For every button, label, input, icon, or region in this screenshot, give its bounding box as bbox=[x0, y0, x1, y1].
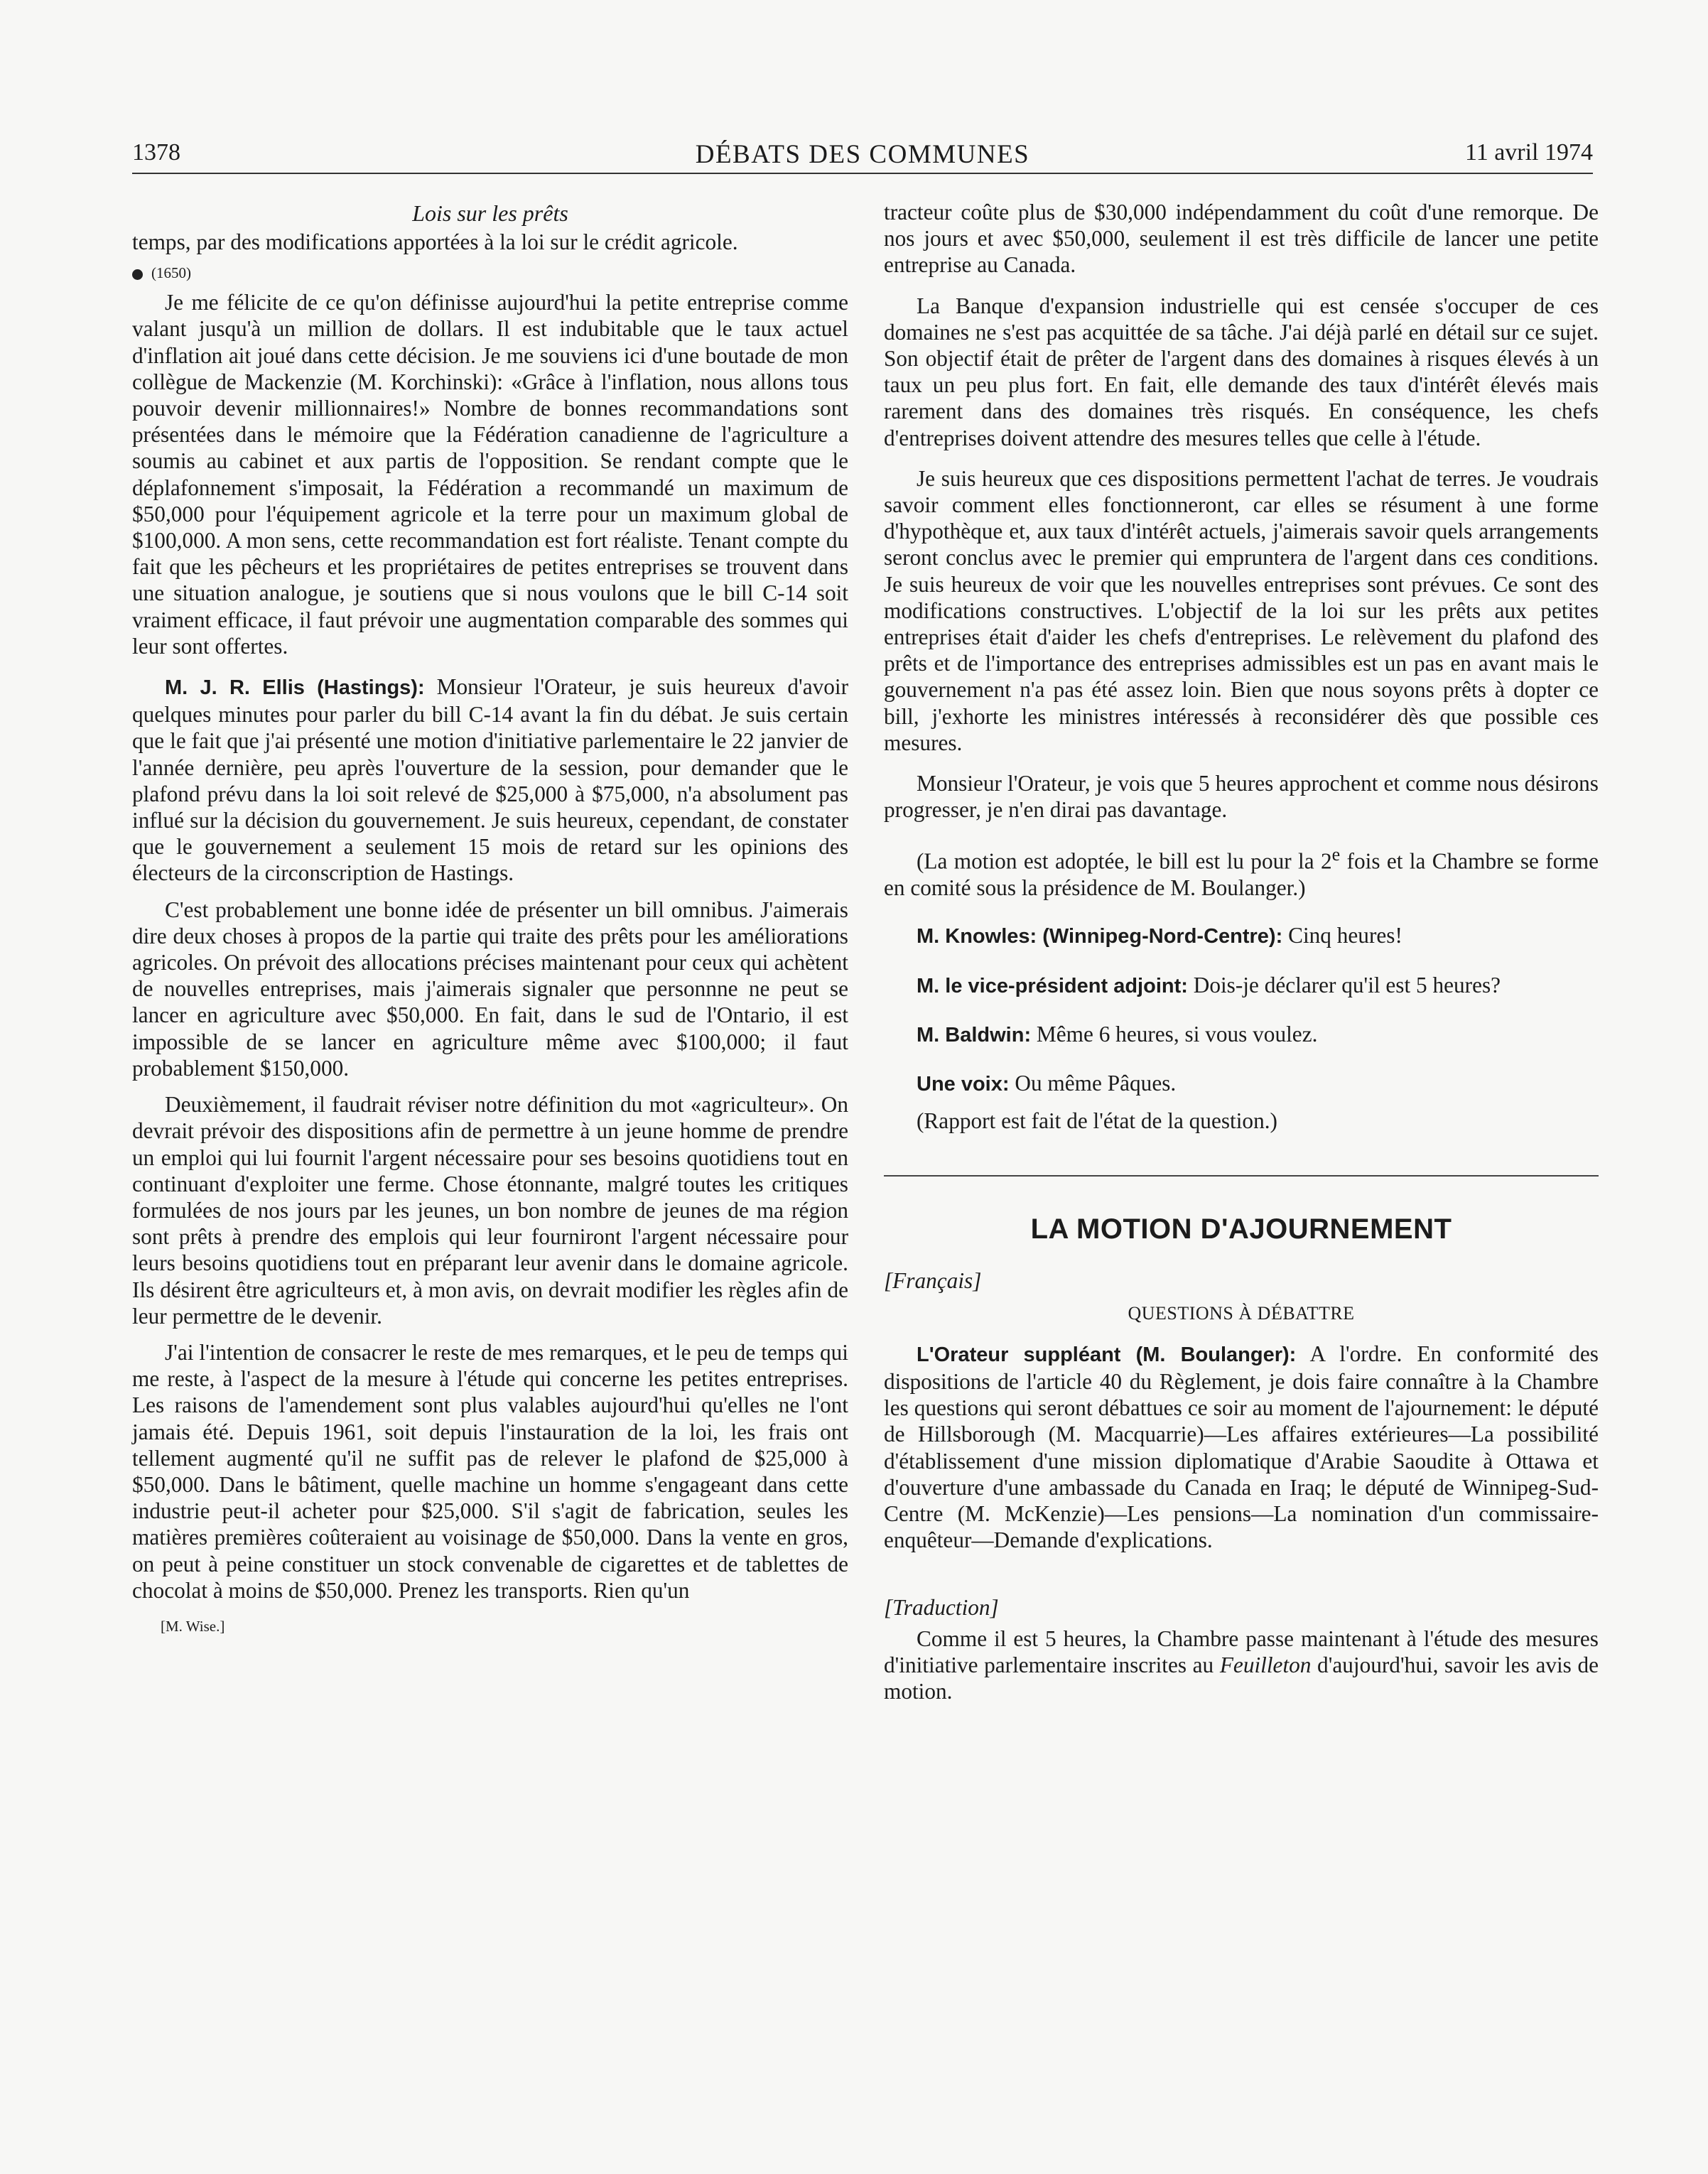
speech-text: Monsieur l'Orateur, je suis heureux d'avoir quelques minutes pour parler du bill C-14 avant la fin du débat. Je suis certain que le fait que j'ai présenté une motion d'initiative parlementaire le 22 janvier de l'année dernière, peu après l'ouverture de la session, pour demander que le plafond prévu dans la loi soit relevé de $25,000 à $75,000, n'a absolument pas influé sur la décision du gouvernement. Je suis heureux, cependant, de constater que le gouvernement a seulement 15 mois de retard sur les opinions des électeurs de la circonscription de Hastings. bbox=[132, 674, 848, 886]
speech-text: Même 6 heures, si vous voulez. bbox=[1031, 1021, 1318, 1047]
paragraph-text: d'aujourd'hui, savoir les avis de motion. bbox=[884, 1652, 1599, 1704]
bullet-icon bbox=[132, 269, 143, 280]
running-head: Lois sur les prêts bbox=[412, 200, 568, 226]
paragraph: La Banque d'expansion industrielle qui est censée s'occuper de ces domaines ne s'est pas acquittée de sa tâche. J'ai déjà parlé en détail sur ce sujet. Son objectif était de prêter de l'argent dans des domaines à risques élevés à un taux un peu plus fort. En fait, elle demande des taux d'intérêt élevés mais rarement dans des domaines très risqués. En conséquence, les chefs d'entreprises doivent attendre des mesures telles que celle à l'étude. bbox=[884, 293, 1599, 450]
italic-term: Feuilleton bbox=[1219, 1652, 1312, 1677]
speaker-name: L'Orateur suppléant (M. Boulanger): bbox=[917, 1343, 1297, 1366]
publication-title: DÉBATS DES COMMUNES bbox=[695, 140, 1030, 169]
paragraph bbox=[884, 1626, 1599, 1705]
procedural-note bbox=[884, 841, 1599, 901]
speaker-name: M. le vice-président adjoint: bbox=[917, 974, 1188, 997]
right-column bbox=[884, 199, 1599, 1704]
paragraph: Je me félicite de ce qu'on définisse aujourd'hui la petite entreprise comme valant jusqu'à un million de dollars. Il est indubitable que le taux actuel d'inflation ait joué dans cette décision. Je me souviens ici d'une boutade de mon collègue de Mackenzie (M. Korchinski): «Grâce à l'inflation, nous allons tous pouvoir devenir millionnaires!» Nombre de bonnes recommandations sont présentées dans le mémoire que la Fédération canadienne de l'agriculture a soumis au cabinet et aux partis de l'opposition. Se rendant compte que le déplafonnement s'imposait, la Fédération a recommandé un maximum de $50,000 pour l'équipement agricole et la terre pour un maximum global de $100,000. A mon sens, cette recommandation est fort réaliste. Tenant compte du fait que les pêcheurs et les propriétaires de petites entreprises se trouvent dans une situation analogue, je soutiens que si nous voulons que le bill C-14 soit vraiment efficace, il faut prévoir une augmentation comparable des sommes qui leur sont offertes. bbox=[132, 290, 848, 659]
page-number: 1378 bbox=[132, 139, 180, 166]
speech-paragraph bbox=[132, 674, 848, 887]
section-heading: LA MOTION D'AJOURNEMENT bbox=[1030, 1213, 1452, 1245]
note-text: fois et la Chambre se forme en comité sous la présidence de M. Boulanger.) bbox=[884, 848, 1599, 901]
paragraph: J'ai l'intention de consacrer le reste de mes remarques, et le peu de temps qui me reste, à l'aspect de la mesure à l'étude qui concerne les petites entreprises. Les raisons de l'amendement sont plus valables aujourd'hui qu'elles ne l'ont jamais été. Depuis 1961, soit depuis l'instauration de la loi, les frais ont tellement augmenté qu'il ne suffit pas de relever le plafond de $25,000 à $50,000. Dans le bâtiment, quelle machine un homme s'engageant dans cette industrie peut-il acheter pour $25,000. S'il s'agit de fabrication, seules les matières premières coûteraient au voisinage de $50,000. Dans la vente en gros, on peut à peine constituer un stock convenable de cigarettes et de tablettes de chocolat à moins de $50,000. Prenez les transports. Rien qu'un bbox=[132, 1339, 848, 1603]
paragraph: temps, par des modifications apportées à la loi sur le crédit agricole. bbox=[132, 229, 738, 254]
paragraph: Je suis heureux que ces dispositions permettent l'achat de terres. Je voudrais savoir comment elles fonctionneront, car elles se résument à une forme d'hypothèque et, aux taux d'intérêt actuels, j'aimerais savoir quels arrangements seront conclus avec le premier qui empruntera de l'argent dans ces conditions. Je suis heureux de voir que les nouvelles entreprises sont prévues. Ce sont des modifications constructives. L'objectif de la loi sur les prêts aux petites entreprises était d'aider les chefs d'entreprises. Le relèvement du plafond des prêts et de l'importance des entreprises admissibles est un pas en avant mais le gouvernement n'a pas été assez loin. Bien que nous soyons prêts à dopter ce bill, j'exhorte les ministres intéressés à reconsidérer dès que possible ces mesures. bbox=[884, 465, 1599, 755]
timestamp-marker bbox=[132, 261, 848, 285]
speaker-name: M. J. R. Ellis (Hastings): bbox=[165, 676, 425, 700]
language-tag: [Traduction] bbox=[884, 1595, 999, 1621]
speaker-attribution: [M. Wise.] bbox=[161, 1617, 225, 1635]
paragraph-text: Comme il est 5 heures, la Chambre passe maintenant à l'étude des mesures d'initiative parlementaire inscrites au bbox=[884, 1626, 1599, 1677]
speaker-name: Une voix: bbox=[917, 1072, 1010, 1096]
speech-paragraph bbox=[884, 972, 1599, 1000]
paragraph: Deuxièmement, il faudrait réviser notre définition du mot «agriculteur». On devrait prévoir des dispositions afin de permettre à un jeune homme de prendre un emploi qui lui fournit l'argent nécessaire pour ses besoins quotidiens tout en continuant d'exploiter une ferme. Chose étonnante, malgré toutes les critiques formulées de nos jours par les jeunes, un bon nombre de jeunes de ma région sont prêts à prendre des emplois qui leur fourniront l'argent nécessaire pour leurs besoins quotidiens tout en préparant leur avenir dans le domaine agricole. Ils désirent être agriculteurs et, à mon avis, on devrait modifier les règles afin de leur permettre de le devenir. bbox=[132, 1092, 848, 1329]
paragraph: C'est probablement une bonne idée de présenter un bill omnibus. J'aimerais dire deux choses à propos de la partie qui traite des prêts pour les améliorations agricoles. On prévoit des allocations précises maintenant pour ceux qui achètent de nouvelles entreprises, mais j'aimerais signaler que personnne ne peut se lancer en agriculture avec $50,000. En fait, dans le sud de l'Ontario, il est impossible de se lancer en agriculture même avec $100,000; il faut probablement $150,000. bbox=[132, 897, 848, 1081]
superscript: e bbox=[1331, 844, 1341, 865]
speech-text: A l'ordre. En conformité des dispositions de l'article 40 du Règlement, je dois faire connaître à la Chambre les questions qui seront débattues ce soir au moment de l'ajournement: le député de Hillsborough (M. Macquarrie)—Les affaires extérieures—La possibilité d'établissement d'une mission diplomatique d'Arabie Saoudite à Ottawa et d'ouverture d'une ambassade du Canada en Iraq; le député de Winnipeg-Sud-Centre (M. McKenzie)—Les pensions—La nomination d'un commissaire-enquêteur—Demande d'explications. bbox=[884, 1341, 1599, 1553]
timestamp: (1650) bbox=[151, 264, 191, 282]
speech-text: Ou même Pâques. bbox=[1009, 1070, 1177, 1096]
speaker-name: M. Knowles: (Winnipeg-Nord-Centre): bbox=[917, 925, 1283, 948]
speech-paragraph bbox=[884, 922, 1599, 950]
speaker-name: M. Baldwin: bbox=[917, 1023, 1032, 1047]
speech-text: Dois-je déclarer qu'il est 5 heures? bbox=[1187, 972, 1501, 997]
speech-paragraph bbox=[884, 1341, 1599, 1554]
paragraph: Monsieur l'Orateur, je vois que 5 heures approchent et comme nous désirons progresser, je n'en dirai pas davantage. bbox=[884, 771, 1599, 823]
section-divider bbox=[884, 1175, 1599, 1177]
speech-paragraph bbox=[884, 1070, 1599, 1098]
issue-date: 11 avril 1974 bbox=[1464, 139, 1593, 166]
paragraph: tracteur coûte plus de $30,000 indépendamment du coût d'une remorque. De nos jours et avec $50,000, seulement il est très difficile de lancer une petite entreprise au Canada. bbox=[884, 200, 1599, 278]
note-text: (La motion est adoptée, le bill est lu pour la 2 bbox=[917, 848, 1332, 874]
subheading: QUESTIONS À DÉBATTRE bbox=[1128, 1302, 1355, 1324]
language-tag: [Français] bbox=[884, 1268, 982, 1294]
speech-paragraph bbox=[884, 1021, 1599, 1049]
page-header bbox=[132, 139, 1593, 172]
speech-text: Cinq heures! bbox=[1282, 923, 1402, 948]
procedural-note: (Rapport est fait de l'état de la question.) bbox=[917, 1108, 1277, 1134]
left-column bbox=[132, 199, 848, 1640]
header-rule bbox=[132, 173, 1593, 174]
